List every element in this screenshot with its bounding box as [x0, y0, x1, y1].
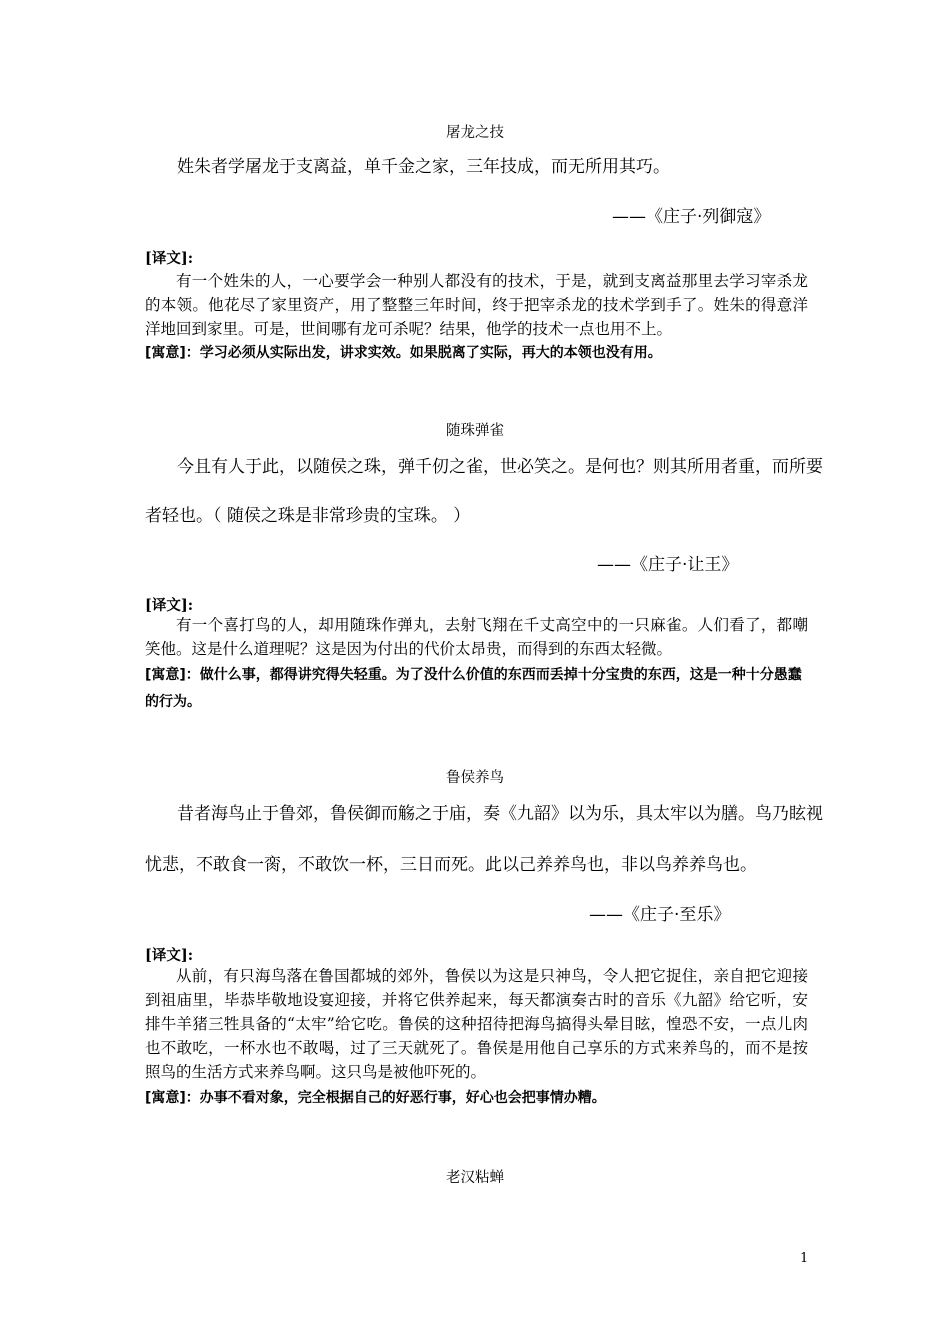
translation-text: 从前，有只海鸟落在鲁国都城的郊外，鲁侯以为这是只神鸟，令人把它捉住，亲自把它迎接到祖庙里，毕恭毕敬地设宴迎接，并将它供养起来，每天都演奏古时的音乐《九韶》给它听，安排牛羊猪三牲具备的“太牢”给它吃。鲁侯的这种招待把海鸟搞得头晕目眩，惶恐不安，一点儿肉也不敢吃，一杯水也不敢喝，过了三天就死了。鲁侯是用他自己享乐的方式来养鸟的，而不是按照鸟的生活方式来养鸟啊。这只鸟是被他吓死的。 [145, 967, 808, 1081]
story-title: 屠龙之技 [446, 125, 504, 141]
moral-text: [寓意]：学习必须从实际出发，讲求实效。如果脱离了实际，再大的本领也没有用。 [145, 345, 662, 361]
page-number: 1 [800, 1251, 809, 1266]
translation-label: [译文]: [145, 597, 194, 614]
source-citation: ——《庄子·让王》 [597, 555, 739, 575]
translation-text: 有一个姓朱的人，一心要学会一种别人都没有的技术，于是，就到支离益那里去学习宰杀龙的本领。他花尽了家里资产，用了整整三年时间，终于把宰杀龙的技术学到手了。姓朱的得意洋洋地回到家里。可是，世间哪有龙可杀呢？结果，他学的技术一点也用不上。 [145, 272, 808, 338]
moral-text: [寓意]：做什么事，都得讲究得失轻重。为了没什么价值的东西而丢掉十分宝贵的东西，这是一种十分愚蠢的行为。 [145, 667, 802, 710]
original-text-line: 今且有人于此，以随侯之珠，弹千仞之雀，世必笑之。是何也？则其所用者重，而所要 [177, 457, 823, 477]
source-citation: ——《庄子·列御寇》 [612, 207, 771, 227]
original-text-line: 忧悲，不敢食一脔，不敢饮一杯，三日而死。此以己养养鸟也，非以鸟养养鸟也。 [145, 855, 757, 875]
translation-label: [译文]: [145, 947, 194, 964]
story-title: 老汉粘蝉 [446, 1170, 504, 1186]
story-title: 随珠弹雀 [446, 423, 504, 439]
original-text-line: 姓朱者学屠龙于支离益，单千金之家，三年技成，而无所用其巧。 [177, 157, 670, 177]
source-citation: ——《庄子·至乐》 [589, 905, 731, 925]
moral-text: [寓意]：办事不看对象，完全根据自己的好恶行事，好心也会把事情办糟。 [145, 1090, 606, 1106]
original-text-line: 昔者海鸟止于鲁郊，鲁侯御而觞之于庙，奏《九韶》以为乐，具太牢以为膳。鸟乃眩视 [177, 804, 823, 824]
story-title: 鲁侯养鸟 [446, 770, 504, 786]
translation-text: 有一个喜打鸟的人，却用随珠作弹丸，去射飞翔在千丈高空中的一只麻雀。人们看了，都嘲笑他。这是什么道理呢？这是因为付出的代价太昂贵，而得到的东西太轻微。 [145, 616, 808, 658]
translation-label: [译文]: [145, 250, 194, 267]
original-text-line: 者轻也。（ 随侯之珠是非常珍贵的宝珠。 ） [145, 506, 471, 526]
